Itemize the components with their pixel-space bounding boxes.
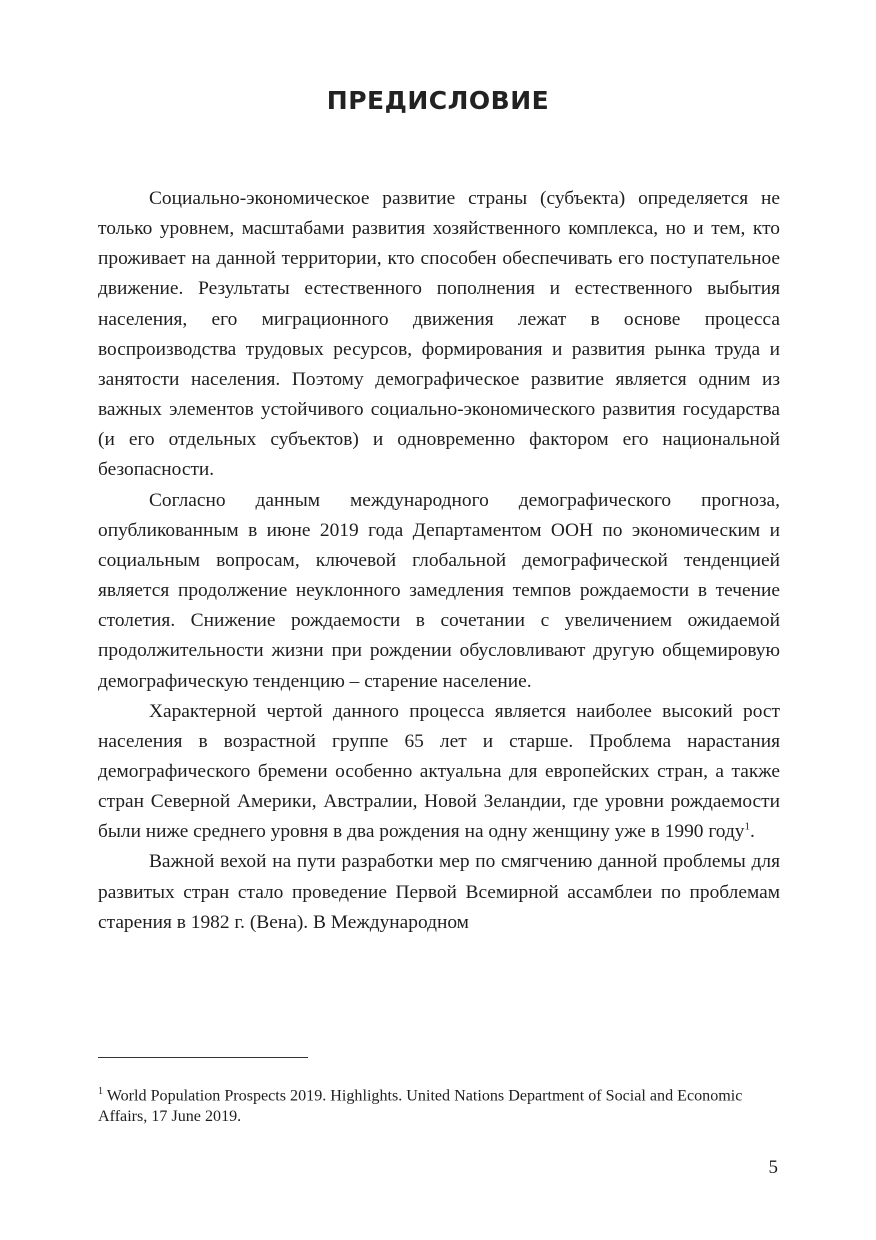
footnote-marker: 1: [98, 1086, 103, 1097]
paragraph-3: [98, 697, 780, 848]
paragraph-3-text: Характерной чертой данного процесса является наиболее высокий рост населения в возрастной группе 65 лет и старше. Проблема нарастания демографического бремени особенно актуальна для европейских стран, а также стран Северной Америки, Австралии, Новой Зеландии, где уровни рождаемости были ниже среднего уровня в два рождения на одну женщину уже в 1990 году: [98, 700, 780, 843]
footnote-reference: 1: [744, 820, 751, 833]
footnote-divider: [98, 1057, 308, 1058]
paragraph-4: Важной вехой на пути разработки мер по смягчению данной проблемы для развитых стран стало проведение Первой Всемирной ассамблеи по проблемам старения в 1982 г. (Вена). В Международном: [98, 851, 780, 933]
paragraph-2: Согласно данным международного демографического прогноза, опубликованным в июне 2019 года Департаментом ООН по экономическим и социальным вопросам, ключевой глобальной демографической тенденцией является продолжение неуклонного замедления темпов рождаемости в течение столетия. Снижение рождаемости в сочетании с увеличением ожидаемой продолжительности жизни при рождении обусловливают другую общемировую демографическую тенденцию – старение население.: [98, 489, 780, 692]
footnote: [98, 1081, 780, 1127]
page-number: 5: [768, 1157, 778, 1178]
body-text: [98, 184, 780, 938]
paragraph-3-tail: .: [750, 821, 755, 843]
paragraph-1: Социально-экономическое развитие страны (субъекта) определяется не только уровнем, масштабами развития хозяйственного комплекса, но и тем, кто проживает на данной территории, кто способен обеспечивать его поступательное движение. Результаты естественного пополнения и естественного выбытия населения, его миграционного движения лежат в основе процесса воспроизводства трудовых ресурсов, формирования и развития рынка труда и занятости населения. Поэтому демографическое развитие является одним из важных элементов устойчивого социально-экономического развития государства (и его отдельных субъектов) и одновременно фактором его национальной безопасности.: [98, 188, 780, 481]
footnote-text: World Population Prospects 2019. Highlights. United Nations Department of Social and Economic Affairs, 17 June 2019.: [98, 1087, 743, 1126]
page-title: ПРЕДИСЛОВИЕ: [326, 86, 550, 115]
